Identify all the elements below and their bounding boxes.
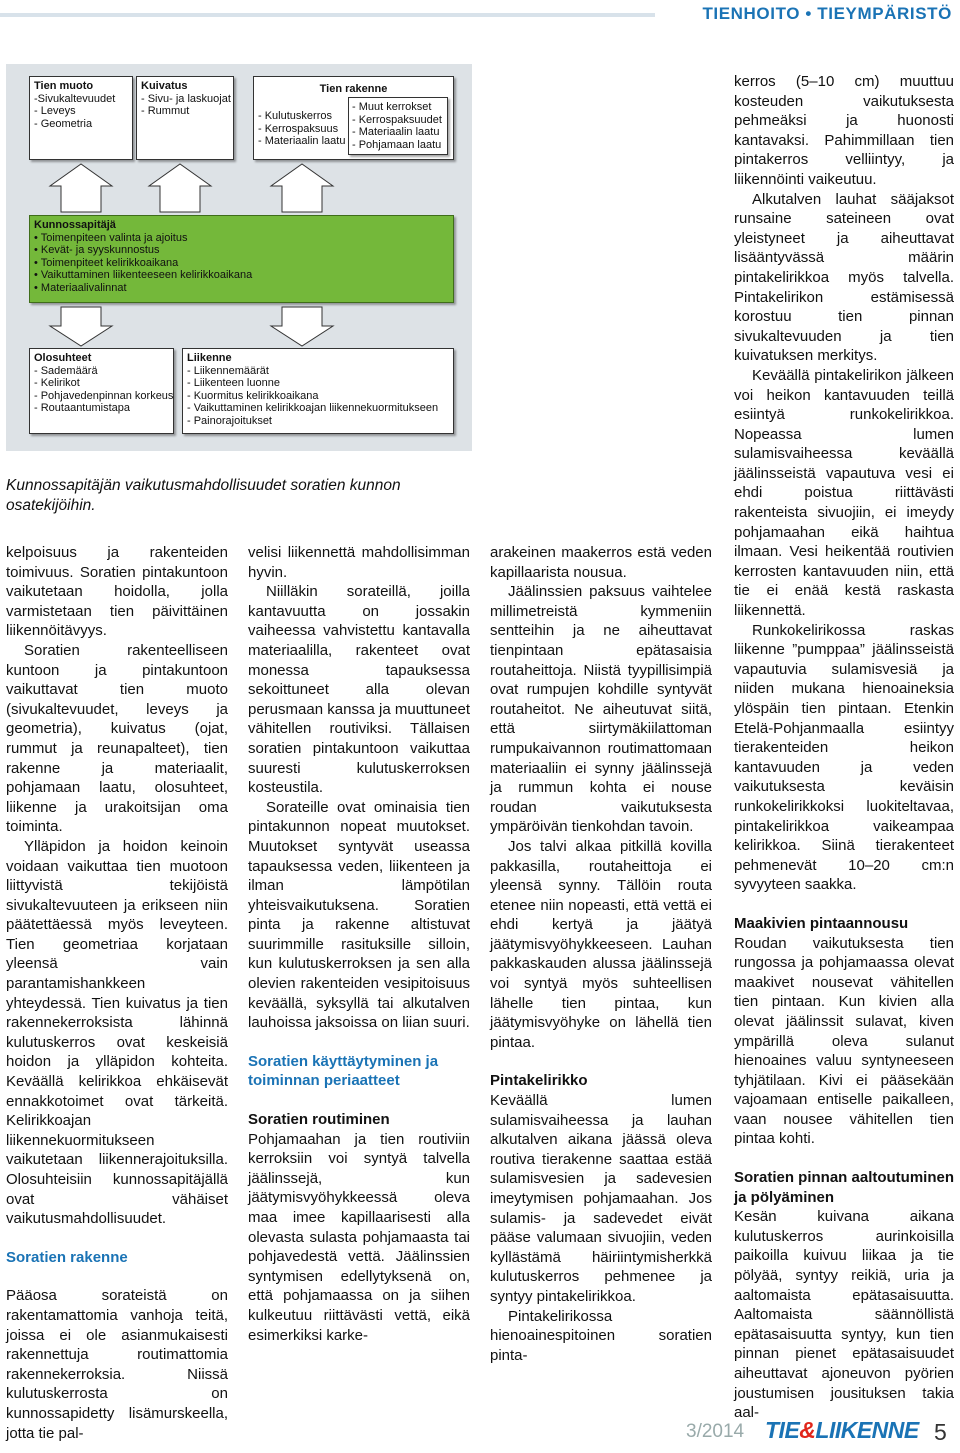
box-line: -Sivukaltevuudet [34,92,116,105]
paragraph: Runkokelirikossa raskas liikenne ”pumppaa” jäälinsseistä vapautuvia sulamisvesiä ja niiden mukana hienoaineksia ylöspäin tien pintaan. Etenkin Etelä-Pohjanmaalla esiintyy tierakenteiden heikon kantavuuden ja veden vaikutuksesta keväisin runkokelirikkoksi luokiteltavaa, pintakelirikkoa vaikeampaa kelirikkoa. Siinä tierakenteet pehmenevät 10–20 cm:n syvyyteen saakka. [734,621,954,894]
arrow-down-left [50,307,112,346]
box-line: • Materiaalivalinnat [34,281,127,294]
arrow-up-middle [149,164,211,212]
box-liikenne [182,348,454,434]
paragraph: Jos talvi alkaa pitkillä kovilla pakkasilla, routaheittoja ei yleensä synny. Tällöin routa etenee niin nopeasti, että vettä ei ehdi kertyä ja jäätyä jäätymisvyöhykkeeseen. Lauhan pakkaskauden alussa jäälinssejä voi syntyä myös suhteellisen lähelle tien pintaa, kun jäätymisvyöhyke on lähellä tien pintaa. [490,837,712,1051]
section-heading: Soratien käyttäytyminen ja toiminnan periaatteet [248,1052,439,1090]
box-line: - Sivu- ja laskuojat [141,92,231,105]
paragraph: Roudan vaikutuksesta tien rungossa ja pohjamaassa olevat maakivet nousevat vähitellen tien pintaan. Kun kivien alla olevat jäälinssit sulavat, kiven ympärillä oleva sulanut hienoaines valuu syntyneeseen tyhjätilaan. Kivi ei pääsekään vajoamaan entiselle paikalleen, vaan nousee vähitellen tien pintaa kohti. [734,934,954,1148]
paragraph: velisi liikennettä mahdollisimman hyvin. [248,544,470,581]
paragraph: arakeinen maakerros estä veden kapillaarista nousua. [490,544,712,581]
paragraph: Keväällä lumen sulamisvaiheessa ja lauhan alkutalven aikana jäässä oleva routiva tierakenne saattaa estää sulamisvesien ja sadevesien imeytymisen pohjamaahan. Jos sulamis- ja sadevedet eivät pääse valumaan sivuojiin, veden kyllästämä häiriintymisherkkä kulutuskerros pehmenee ja syntyy pintakelirikkoa. [490,1092,712,1305]
paragraph: Sorateille ovat ominaisia tien pintakunnon nopeat muutokset. Muutokset syntyvät useassa tapauksessa veden, liikenteen ja ilman lämpötilan yhteisvaikutuksena. Soratien pinta ja rakenne altistuvat suurimmille rasituksille silloin, kun kulutuskerroksen ja sen alla olevien rakenteiden vesipitoisuus keväällä, syksyllä tai alkutalven lauhoissa jaksoissa on liian suuri. [248,798,470,1032]
box-line: - Rummut [141,105,190,117]
header-stripe [0,13,655,17]
subheading: Pintakelirikko [490,1072,588,1090]
paragraph: Alkutalven lauhat sääjaksot runsaine sateineen ovat yleistyneet ja aiheuttavat lisääntyvässä määrin pintakelirikkoa myös talvella. Pintakelirikon estämisessä korostuu tien pinnan sivukaltevuuden ja tien kuivatuksen merkitys. [734,190,954,365]
paragraph: Jäälinssien paksuus vaihtelee millimetreistä kymmeniin sentteihin ja ne aiheuttavat tienpintaan epätasaisia routaheittoja. Niistä tyypillisimpiä ovat rumpujen kohdille syntyvät routaheitot. Ne aiheutuvat siitä, että siirtymäkiilattoman rumpukaivannon routimattomaan materiaaliin ei synny jäälinssejä ja rummun kohta ei nouse roudan vaikutuksesta ympäröivän tienkohdan tavoin. [490,583,712,836]
paragraph: Pohjamaahan ja tien routiviin kerroksiin voi syntyä talvella jäälinssejä, kun jäätymisvyöhykkeessä oleva maa imee kapillaarisesti alla olevasta sulasta pohjamaasta tai pohjavedestä vettä. Jäälinssien syntymisen edellytyksenä on, että pohjamaassa on ja siihen kulkeutuu riittävästi vettä, eikä esimerkiksi karke- [248,1130,470,1344]
column-2 [248,543,470,1345]
paragraph: Pintakelirikossa hienoainespitoinen soratien pinta- [490,1307,712,1364]
logo-part: TIE [765,1417,800,1443]
subheading: Soratien pinnan aaltoutuminen ja pölyäminen [734,1169,955,1206]
box-line: - Kerrospaksuus [258,122,339,135]
box-line: - Sademäärä [34,364,98,377]
box-line: • Toimenpiteen valinta ja ajoitus [34,231,188,244]
box-title: Tien rakenne [319,83,388,95]
box-line: • Vaikuttaminen liikenteeseen kelirikkoaikana [34,269,253,281]
box-line: - Pohjavedenpinnan korkeus [34,389,174,402]
box-line: • Toimenpiteet kelirikkoaikana [34,256,179,269]
box-line: - Muut kerrokset [352,101,432,113]
box-line: - Kelirikot [34,377,80,389]
column-3 [490,543,712,1365]
box-title: Tien muoto [34,80,94,92]
box-olosuhteet [29,348,174,434]
box-line: - Geometria [34,117,93,130]
header-bar [0,0,960,30]
box-kuivatus [136,76,234,160]
box-line: • Kevät- ja syyskunnostus [34,244,160,256]
box-line: - Materiaalin laatu [258,135,346,147]
paragraph: Keväällä pintakelirikon jälkeen voi heikon kantavuuden teillä esiintyä runkokelirikkoa. Nopeassa lumen sulamisvaiheessa keväällä jäälinsseistä vapautuva vesi ei ehdi poistua riittävästi rakenteista sivuojiin, ei imeydy pohjamaahan eikä haihtua ilmaan. Vesi heikentää routivien kerrosten kantavuuden niin, että tie ei enää kestä raskasta liikennettä. [734,366,954,620]
arrow-up-right [271,164,333,212]
box-title: Kuivatus [141,80,188,92]
box-line: - Pohjamaan laatu [352,138,442,151]
page-number: 5 [934,1419,947,1445]
box-line: - Materiaalin laatu [352,126,440,138]
paragraph: Kesän kuivana aikana kulutuskerros aurinkoisilla paikoilla kuivuu liikaa ja tie pölyää, syntyy reikiä, uria ja aaltomaista epätasaisuutta. Aaltomaista säännöllistä epätasaisuutta syntyy, kun tien pinnan pienet epätasaisuudet aiheuttavat ajoneuvon pyörien joustumisen jousituksen takia aal- [734,1208,954,1422]
section-title: TIENHOITO • TIEYMPÄRISTÖ [702,4,952,23]
paragraph: Ylläpidon ja hoidon keinoin voidaan vaikuttaa tien muotoon liittyvistä tekijöistä sivukaltevuuteen ja erikseen niin päätettäessä myös leveyteen. Tien geometriaa korjataan yleensä vain parantamishankkeen yhteydessä. Tien kuivatus ja tien rakennekerroksista lähinnä kulutuskerros ovat keskeisiä hoidon ja ylläpidon kohteita. Keväällä kelirikkoa ehkäisevät ennakkotoimet ovat tärkeitä. Kelirikkoajan liikennekuormitukseen vaikutetaan liikennerajoituksilla. Olosuhteisiin kunnossapitäjällä ovat vähäiset vaikutusmahdollisuudet. [6,837,228,1228]
column-1 [6,543,228,1443]
arrow-up-left [50,164,112,212]
paragraph: Soratien rakenteelliseen kuntoon ja pintakuntoon vaikuttavat tien muoto (sivukaltevuudet, leveys ja geometria), kuivatus (ojat, rummut ja reunapalteet), tien rakenne ja materiaalit, pohjamaan laatu, olosuhteet, liikenne ja urakoitsijan oma toiminta. [6,641,228,836]
paragraph: kerros (5–10 cm) muuttuu kosteuden vaikutuksesta pehmeäksi ja huonosti kantavaksi. Pahimmillaan tien pintakerros velliintyy, ja liikennöinti vaikeutuu. [734,73,954,188]
section-heading: Soratien rakenne [6,1248,128,1266]
box-title: Olosuhteet [34,352,92,364]
paragraph: kelpoisuus ja rakenteiden toimivuus. Soratien pintakuntoon vaikutetaan hoidolla, jolla varmistetaan tien päivittäinen liikennöitävyys. [6,544,228,640]
logo-ampersand: & [799,1417,816,1443]
figure-caption: Kunnossapitäjän vaikutusmahdollisuudet soratien kunnon osatekijöihin. [6,477,401,514]
box-line: - Leveys [34,105,76,117]
subheading: Maakivien pintaannousu [734,914,909,932]
box-inner-right [348,97,448,155]
box-tien-rakenne [253,76,454,160]
logo-part: LIIKENNE [815,1417,919,1443]
paragraph: Niilläkin sorateillä, joilla kantavuutta on jossakin vaiheessa vahvistettu kantavalla materiaalilla, rakenteet ovat monessa tapauksessa sekoittuneet alla olevan perusmaan kanssa ja muuttuneet vähitellen routiviksi. Tällaisen soratien pintakuntoon vaikuttaa suuresti kulutuskerroksen kosteustila. [248,583,470,797]
issue-number: 3/2014 [686,1421,745,1442]
box-line: - Liikenteen luonne [187,377,280,389]
paragraph: Pääosa sorateistä on rakentamattomia vanhoja teitä, joissa ei ole asianmukaisesti rakennettuja routimattomia rakennekerroksia. Niissä kulutuskerrosta on kunnossapidetty lisämurskeella, jotta tie pal- [6,1287,228,1442]
box-tien-muoto [29,76,133,160]
column-4 [734,72,954,1423]
box-title: Liikenne [187,352,232,364]
diagram [6,64,472,451]
box-line: - Liikennemäärät [187,364,269,377]
arrow-down-right [271,307,333,346]
magazine-logo [765,1417,919,1444]
box-line: - Painorajoitukset [187,414,272,427]
box-line: - Kuormitus kelirikkoaikana [187,389,319,402]
box-line: - Routaantumistapa [34,402,130,414]
box-title: Kunnossapitäjä [34,219,116,231]
box-line: - Kulutuskerros [258,110,332,122]
box-line: - Vaikuttaminen kelirikkoajan liikennekuormitukseen [187,402,439,414]
subheading: Soratien routiminen [248,1111,390,1129]
box-kunnossapitaja [29,215,454,303]
box-line: - Kerrospaksuudet [352,113,442,126]
box-left-column [258,110,345,148]
